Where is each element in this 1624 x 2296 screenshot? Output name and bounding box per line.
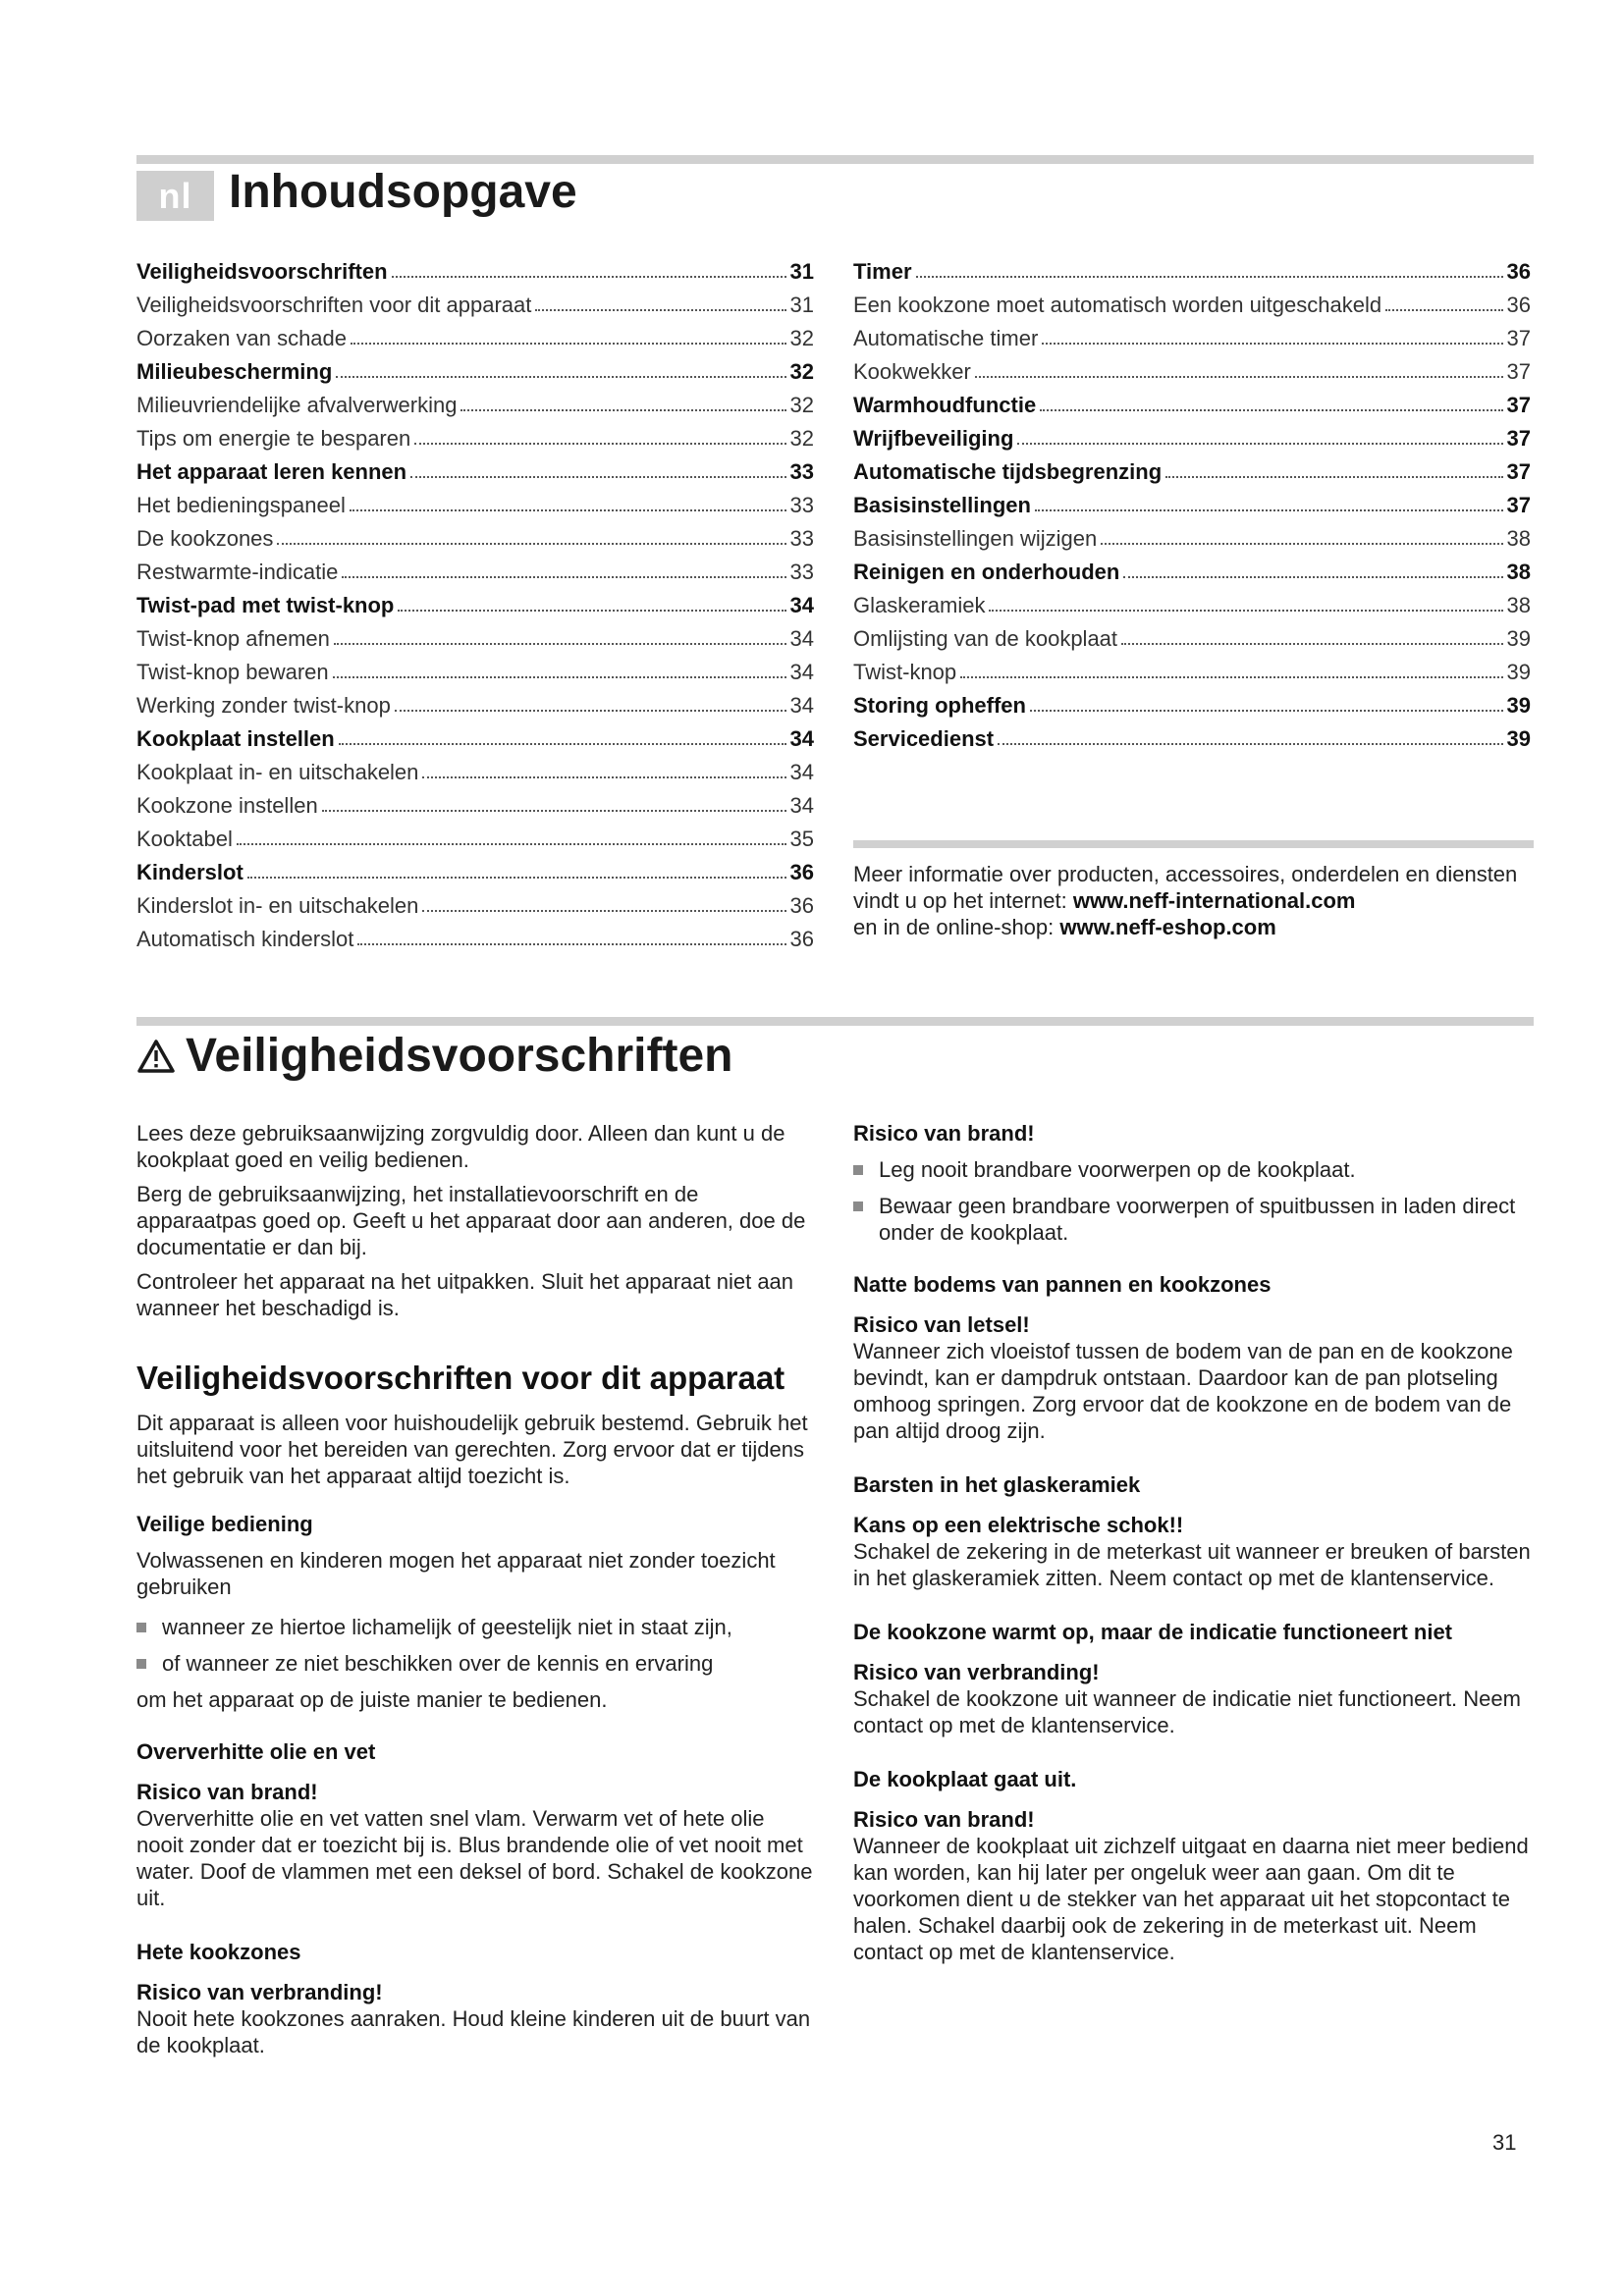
info-line2: en in de online-shop: — [853, 915, 1060, 939]
list-item — [136, 1650, 814, 1677]
safety-right-column — [853, 1120, 1534, 1973]
toc-entry-title: Timer — [853, 259, 912, 284]
toc-leader-dots — [395, 710, 786, 712]
fire-list — [853, 1156, 1534, 1246]
toc-entry-main[interactable] — [136, 853, 814, 886]
crack-risk: Kans op een elektrische schok!! — [853, 1513, 1184, 1537]
toc-entry-title: Veiligheidsvoorschriften — [136, 259, 388, 284]
toc-entry-sub[interactable] — [136, 319, 814, 352]
toc-entry-page: 38 — [1506, 593, 1531, 617]
toc-entry-page: 37 — [1506, 426, 1531, 451]
toc-entry-page: 34 — [789, 793, 814, 818]
toc-entry-title: Kinderslot in- en uitschakelen — [136, 893, 419, 918]
top-divider — [136, 155, 1534, 164]
toc-leader-dots — [392, 276, 786, 278]
toc-entry-page: 33 — [789, 493, 814, 517]
safe-use-text: Volwassenen en kinderen mogen het apparaat niet zonder toezicht gebruiken — [136, 1548, 776, 1599]
toc-entry-page: 34 — [789, 593, 814, 617]
list-item — [853, 1193, 1534, 1246]
hot-zones-text: Nooit hete kookzones aanraken. Houd kleine kinderen uit de buurt van de kookplaat. — [136, 2006, 811, 2057]
toc-leader-dots — [339, 743, 786, 745]
page-number: 31 — [1492, 2130, 1517, 2155]
toc-leader-dots — [334, 643, 786, 645]
toc-leader-dots — [1040, 409, 1502, 411]
toc-entry-page: 39 — [1506, 626, 1531, 651]
toc-entry-sub[interactable] — [136, 386, 814, 419]
crack-heading: Barsten in het glaskeramiek — [853, 1472, 1141, 1497]
eshop-link[interactable]: www.neff-eshop.com — [1059, 915, 1276, 939]
safe-use-list — [136, 1614, 814, 1677]
toc-leader-dots — [351, 343, 785, 345]
off-text: Wanneer de kookplaat uit zichzelf uitgaat en daarna niet meer bediend kan worden, kan hij later per ongeluk weer aan gaan. Om dit te voorkomen dient u de stekker van het apparaat uit het stopcontact te halen. Schakel daarbij ook de zekering in de meterkast uit. Neem contact op met de klantenservice. — [853, 1834, 1529, 1964]
toc-entry-title: Basisinstellingen — [853, 493, 1031, 517]
toc-leader-dots — [1123, 576, 1502, 578]
wet-heading: Natte bodems van pannen en kookzones — [853, 1272, 1272, 1297]
toc-leader-dots — [1035, 509, 1503, 511]
toc-entry-page: 31 — [789, 293, 814, 317]
toc-entry-sub[interactable] — [853, 619, 1531, 653]
fire-risk: Risico van brand! — [853, 1121, 1035, 1146]
language-badge: nl — [136, 171, 214, 221]
bullet-icon — [853, 1201, 863, 1211]
toc-leader-dots — [916, 276, 1503, 278]
toc-entry-sub[interactable] — [853, 586, 1531, 619]
toc-leader-dots — [1165, 476, 1502, 478]
toc-entry-sub[interactable] — [853, 653, 1531, 686]
toc-entry-main[interactable] — [853, 252, 1531, 286]
toc-entry-title: Oorzaken van schade — [136, 326, 348, 350]
toc-entry-title: Kinderslot — [136, 860, 244, 884]
toc-leader-dots — [336, 376, 785, 378]
toc-entry-page: 31 — [789, 259, 814, 284]
bullet-icon — [136, 1659, 146, 1669]
hot-zones-heading: Hete kookzones — [136, 1940, 301, 1964]
toc-leader-dots — [333, 676, 786, 678]
list-item-text: Leg nooit brandbare voorwerpen op de kookplaat. — [879, 1157, 1356, 1182]
toc-entry-title: Twist-knop bewaren — [136, 660, 329, 684]
safety-divider — [136, 1017, 1534, 1026]
info-text — [853, 861, 1541, 940]
wet-risk: Risico van letsel! — [853, 1312, 1030, 1337]
toc-leader-dots — [1121, 643, 1502, 645]
toc-entry-title: Warmhoudfunctie — [853, 393, 1037, 417]
toc-leader-dots — [247, 877, 786, 879]
toc-left-column — [136, 252, 814, 953]
toc-entry-title: Restwarmte-indicatie — [136, 560, 339, 584]
toc-right-column — [853, 252, 1531, 753]
toc-leader-dots — [350, 509, 786, 511]
toc-entry-main[interactable] — [853, 553, 1531, 586]
toc-leader-dots — [422, 910, 785, 912]
toc-entry-page: 34 — [789, 626, 814, 651]
toc-entry-title: Storing opheffen — [853, 693, 1026, 718]
safety-left-column — [136, 1120, 814, 2066]
toc-entry-page: 35 — [789, 827, 814, 851]
toc-leader-dots — [422, 776, 785, 778]
toc-entry-page: 39 — [1506, 660, 1531, 684]
toc-leader-dots — [1101, 543, 1502, 545]
toc-leader-dots — [414, 443, 785, 445]
toc-leader-dots — [998, 743, 1502, 745]
toc-entry-main[interactable] — [853, 720, 1531, 753]
toc-entry-title: Het bedieningspaneel — [136, 493, 346, 517]
list-item — [853, 1156, 1534, 1183]
crack-text: Schakel de zekering in de meterkast uit wanneer er breuken of barsten in het glaskeramiek zitten. Neem contact op met de klantenservice. — [853, 1539, 1531, 1590]
toc-entry-page: 37 — [1506, 459, 1531, 484]
toc-entry-title: Het apparaat leren kennen — [136, 459, 407, 484]
warning-icon — [136, 1039, 176, 1074]
toc-entry-main[interactable] — [853, 386, 1531, 419]
toc-entry-page: 34 — [789, 660, 814, 684]
toc-entry-page: 34 — [789, 760, 814, 784]
toc-entry-page: 37 — [1506, 393, 1531, 417]
toc-entry-page: 32 — [789, 393, 814, 417]
toc-entry-page: 36 — [789, 860, 814, 884]
toc-leader-dots — [960, 676, 1502, 678]
toc-entry-sub[interactable] — [136, 286, 814, 319]
device-safety-heading: Veiligheidsvoorschriften voor dit apparaat — [136, 1360, 785, 1396]
toc-entry-sub[interactable] — [853, 319, 1531, 352]
intro-paragraph: Lees deze gebruiksaanwijzing zorgvuldig door. Alleen dan kunt u de kookplaat goed en veilig bedienen. — [136, 1121, 785, 1172]
list-item-text: Bewaar geen brandbare voorwerpen of spuitbussen in laden direct onder de kookplaat. — [879, 1194, 1516, 1245]
toc-entry-sub[interactable] — [853, 352, 1531, 386]
toc-entry-title: Twist-knop afnemen — [136, 626, 330, 651]
toc-leader-dots — [535, 309, 785, 311]
toc-entry-main[interactable] — [853, 453, 1531, 486]
indicator-heading: De kookzone warmt op, maar de indicatie functioneert niet — [853, 1620, 1453, 1644]
toc-entry-page: 36 — [789, 927, 814, 951]
off-risk: Risico van brand! — [853, 1807, 1035, 1832]
toc-leader-dots — [1385, 309, 1502, 311]
safety-title-text: Veiligheidsvoorschriften — [186, 1030, 733, 1082]
toc-entry-page: 37 — [1506, 359, 1531, 384]
toc-entry-page: 37 — [1506, 326, 1531, 350]
toc-leader-dots — [1030, 710, 1503, 712]
toc-entry-sub[interactable] — [136, 786, 814, 820]
toc-entry-title: Kookplaat in- en uitschakelen — [136, 760, 419, 784]
info-divider — [853, 840, 1534, 848]
toc-entry-title: Servicedienst — [853, 726, 995, 751]
toc-entry-page: 36 — [1506, 259, 1531, 284]
toc-leader-dots — [342, 576, 785, 578]
off-heading: De kookplaat gaat uit. — [853, 1767, 1077, 1791]
oil-text: Oververhitte olie en vet vatten snel vlam. Verwarm vet of hete olie nooit zonder dat er toezicht bij is. Blus brandende olie of vet nooit met water. Doof de vlammen met een deksel of bord. Schakel de kookzone uit. — [136, 1806, 813, 1910]
toc-entry-title: Twist-knop — [853, 660, 957, 684]
toc-entry-sub[interactable] — [136, 753, 814, 786]
intro-paragraph: Controleer het apparaat na het uitpakken. Sluit het apparaat niet aan wanneer het beschadigd is. — [136, 1269, 794, 1320]
toc-entry-sub[interactable] — [136, 886, 814, 920]
intro-paragraph: Berg de gebruiksaanwijzing, het installatievoorschrift en de apparaatpas goed op. Geeft u het apparaat door aan anderen, doe de documentatie er dan bij. — [136, 1182, 806, 1259]
toc-entry-title: Een kookzone moet automatisch worden uitgeschakeld — [853, 293, 1382, 317]
toc-entry-page: 34 — [789, 693, 814, 718]
toc-entry-title: Tips om energie te besparen — [136, 426, 411, 451]
indicator-risk: Risico van verbranding! — [853, 1660, 1100, 1684]
wet-text: Wanneer zich vloeistof tussen de bodem van de pan en de kookzone bevindt, kan er dampdruk ontstaan. Daardoor kan de pan plotseling omhoog springen. Zorg ervoor dat de kookzone en de bodem van de pan altijd droog zijn. — [853, 1339, 1513, 1443]
toc-entry-page: 39 — [1506, 693, 1531, 718]
toc-entry-sub[interactable] — [136, 419, 814, 453]
toc-entry-page: 38 — [1506, 526, 1531, 551]
toc-entry-sub[interactable] — [853, 519, 1531, 553]
toc-entry-page: 32 — [789, 359, 814, 384]
toc-entry-sub[interactable] — [136, 653, 814, 686]
toc-leader-dots — [277, 543, 785, 545]
toc-entry-title: Glaskeramiek — [853, 593, 986, 617]
toc-entry-page: 32 — [789, 326, 814, 350]
toc-entry-title: Wrijfbeveiliging — [853, 426, 1014, 451]
toc-entry-sub[interactable] — [136, 486, 814, 519]
info-line1: Meer informatie over producten, accessoires, onderdelen en diensten vindt u op het internet: — [853, 862, 1518, 913]
toc-entry-title: Omlijsting van de kookplaat — [853, 626, 1118, 651]
toc-entry-page: 36 — [1506, 293, 1531, 317]
toc-leader-dots — [1017, 443, 1502, 445]
toc-leader-dots — [237, 843, 786, 845]
toc-entry-sub[interactable] — [136, 686, 814, 720]
bullet-icon — [853, 1165, 863, 1175]
toc-leader-dots — [1042, 343, 1502, 345]
toc-entry-page: 37 — [1506, 493, 1531, 517]
bullet-icon — [136, 1623, 146, 1632]
indicator-text: Schakel de kookzone uit wanneer de indicatie niet functioneert. Neem contact op met de klantenservice. — [853, 1686, 1521, 1737]
toc-leader-dots — [398, 610, 785, 612]
toc-entry-sub[interactable] — [136, 553, 814, 586]
toc-entry-title: Reinigen en onderhouden — [853, 560, 1120, 584]
oil-heading: Oververhitte olie en vet — [136, 1739, 376, 1764]
toc-title: Inhoudsopgave — [229, 166, 577, 218]
toc-entry-title: Basisinstellingen wijzigen — [853, 526, 1098, 551]
toc-entry-title: Veiligheidsvoorschriften voor dit apparaat — [136, 293, 532, 317]
toc-entry-title: Milieuvriendelijke afvalverwerking — [136, 393, 458, 417]
safe-use-heading: Veilige bediening — [136, 1512, 313, 1536]
toc-entry-main[interactable] — [853, 686, 1531, 720]
toc-entry-page: 32 — [789, 426, 814, 451]
safe-use-end: om het apparaat op de juiste manier te bedienen. — [136, 1687, 608, 1712]
toc-entry-title: Twist-pad met twist-knop — [136, 593, 395, 617]
toc-entry-sub[interactable] — [136, 820, 814, 853]
toc-entry-title: Automatische tijdsbegrenzing — [853, 459, 1163, 484]
toc-entry-page: 36 — [789, 893, 814, 918]
toc-entry-title: Automatisch kinderslot — [136, 927, 354, 951]
toc-entry-sub[interactable] — [853, 286, 1531, 319]
toc-entry-title: Kooktabel — [136, 827, 233, 851]
toc-entry-title: Werking zonder twist-knop — [136, 693, 391, 718]
toc-entry-main[interactable] — [136, 586, 814, 619]
oil-risk: Risico van brand! — [136, 1780, 318, 1804]
toc-leader-dots — [410, 476, 785, 478]
website-link[interactable]: www.neff-international.com — [1072, 888, 1356, 913]
toc-entry-title: Kookplaat instellen — [136, 726, 335, 751]
toc-entry-title: Milieubescherming — [136, 359, 333, 384]
toc-leader-dots — [460, 409, 785, 411]
safety-title — [136, 1029, 732, 1083]
list-item-text: of wanneer ze niet beschikken over de kennis en ervaring — [162, 1651, 714, 1676]
toc-entry-sub[interactable] — [136, 519, 814, 553]
toc-entry-sub[interactable] — [136, 920, 814, 953]
list-item — [136, 1614, 814, 1640]
device-safety-text: Dit apparaat is alleen voor huishoudelijk gebruik bestemd. Gebruik het uitsluitend voor het bereiden van gerechten. Zorg ervoor dat er tijdens het gebruik van het apparaat altijd toezicht is. — [136, 1411, 808, 1488]
toc-entry-page: 33 — [789, 526, 814, 551]
toc-entry-title: Kookzone instellen — [136, 793, 318, 818]
toc-leader-dots — [975, 376, 1503, 378]
hot-zones-risk: Risico van verbranding! — [136, 1980, 383, 2004]
list-item-text: wanneer ze hiertoe lichamelijk of geestelijk niet in staat zijn, — [162, 1615, 732, 1639]
toc-entry-main[interactable] — [853, 486, 1531, 519]
toc-entry-main[interactable] — [136, 720, 814, 753]
toc-entry-page: 38 — [1506, 560, 1531, 584]
toc-entry-page: 34 — [789, 726, 814, 751]
toc-entry-page: 33 — [789, 560, 814, 584]
toc-entry-title: Kookwekker — [853, 359, 971, 384]
toc-leader-dots — [322, 810, 786, 812]
toc-entry-title: Automatische timer — [853, 326, 1039, 350]
toc-entry-main[interactable] — [136, 252, 814, 286]
toc-entry-main[interactable] — [853, 419, 1531, 453]
toc-entry-page: 33 — [789, 459, 814, 484]
toc-entry-title: De kookzones — [136, 526, 274, 551]
toc-leader-dots — [357, 943, 785, 945]
toc-entry-main[interactable] — [136, 352, 814, 386]
toc-entry-sub[interactable] — [136, 619, 814, 653]
toc-entry-page: 39 — [1506, 726, 1531, 751]
toc-entry-main[interactable] — [136, 453, 814, 486]
toc-leader-dots — [989, 610, 1502, 612]
